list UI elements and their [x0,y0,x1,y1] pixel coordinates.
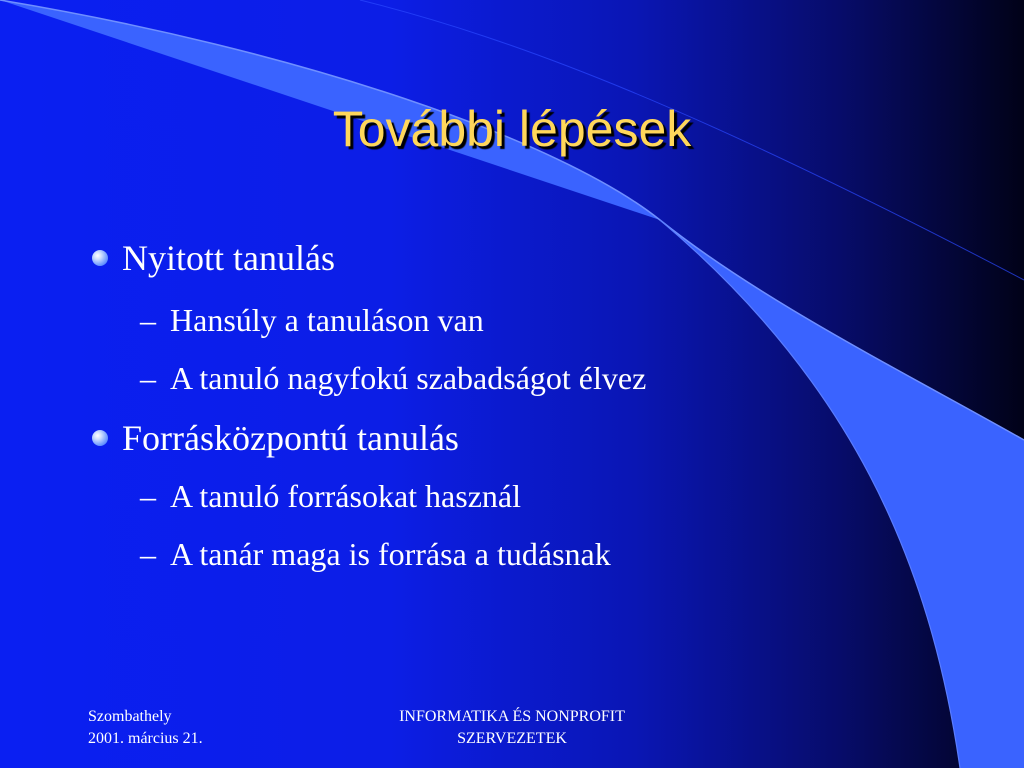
sub-bullet-text: Hansúly a tanuláson van [170,302,484,338]
dash-icon: – [140,478,156,514]
bullet-item [92,240,335,276]
sub-bullet-text: A tanár maga is forrása a tudásnak [170,536,611,572]
footer-org-line: INFORMATIKA ÉS NONPROFIT [399,708,625,725]
sub-bullet-item [140,538,611,570]
bullet-dot-icon [92,430,108,446]
footer-location-date [88,706,203,750]
sub-bullet-item [140,480,521,512]
bullet-item [92,420,459,456]
bullet-text: Forrásközpontú tanulás [122,418,459,458]
footer-location: Szombathely [88,708,172,725]
dash-icon: – [140,360,156,396]
footer-organization [352,706,672,750]
slide-title: További lépések [332,101,692,157]
dash-icon: – [140,536,156,572]
bullet-text: Nyitott tanulás [122,238,335,278]
dash-icon: – [140,302,156,338]
sub-bullet-text: A tanuló forrásokat használ [170,478,521,514]
footer-org-line: SZERVEZETEK [457,730,567,747]
sub-bullet-text: A tanuló nagyfokú szabadságot élvez [170,360,647,396]
sub-bullet-item [140,304,484,336]
footer-date: 2001. március 21. [88,730,203,747]
bullet-dot-icon [92,250,108,266]
sub-bullet-item [140,362,646,394]
